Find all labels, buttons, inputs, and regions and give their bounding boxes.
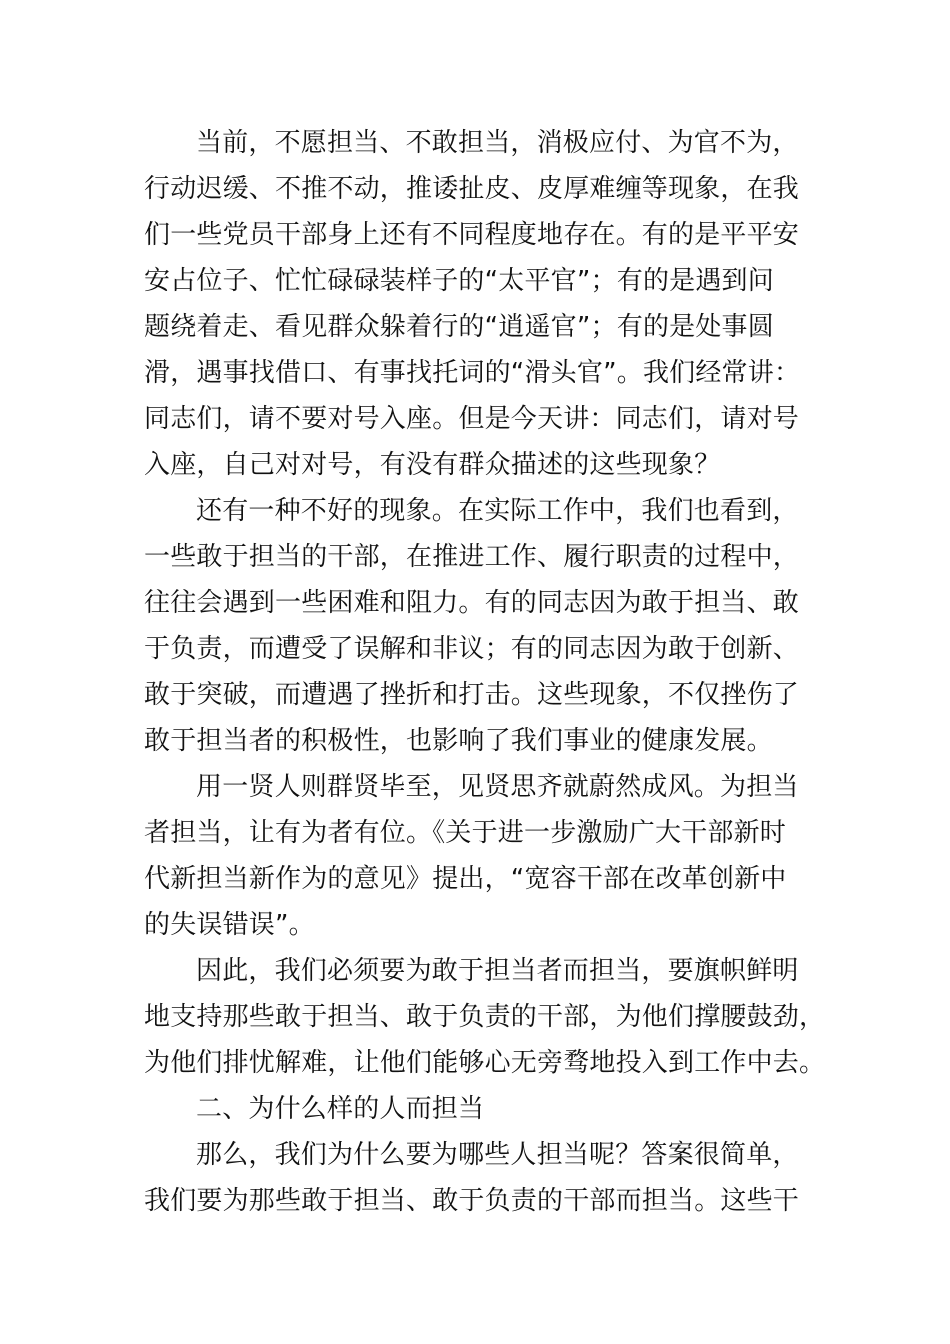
text-line: 往往会遇到一些困难和阻力。有的同志因为敢于担当、敢 [144,588,800,618]
text-line: 于负责，而遭受了误解和非议；有的同志因为敢于创新、 [144,634,800,664]
text-line: 用一贤人则群贤毕至，见贤思齐就蔚然成风。为担当 [196,772,799,802]
text-line: 行动迟缓、不推不动，推诿扯皮、皮厚难缠等现象，在我 [144,174,800,204]
text-line: 滑，遇事找借口、有事找托词的“滑头官”。我们经常讲： [144,358,801,388]
text-line: 敢于担当者的积极性，也影响了我们事业的健康发展。 [144,726,773,756]
text-line: 一些敢于担当的干部，在推进工作、履行职责的过程中， [144,542,800,572]
document-body [144,120,826,1224]
text-line: 我们要为那些敢于担当、敢于负责的干部而担当。这些干 [144,1186,800,1216]
text-line: 代新担当新作为的意见》提出，“宽容干部在改革创新中 [144,864,787,894]
text-line: 还有一种不好的现象。在实际工作中，我们也看到， [196,496,799,526]
text-line: 地支持那些敢于担当、敢于负责的干部，为他们撑腰鼓劲， [144,1002,826,1032]
text-line: 题绕着走、看见群众躲着行的“逍遥官”；有的是处事圆 [144,312,774,342]
text-line: 二、为什么样的人而担当 [196,1094,485,1124]
text-line: 者担当，让有为者有位。《关于进一步激励广大干部新时 [144,818,787,848]
text-line: 为他们排忧解难，让他们能够心无旁骛地投入到工作中去。 [144,1048,826,1078]
text-line: 同志们，请不要对号入座。但是今天讲：同志们，请对号 [144,404,800,434]
text-line: 因此，我们必须要为敢于担当者而担当，要旗帜鲜明 [196,956,799,986]
text-line: 们一些党员干部身上还有不同程度地存在。有的是平平安 [144,220,800,250]
text-line: 的失误错误”。 [144,910,315,940]
text-line: 入座，自己对对号，有没有群众描述的这些现象？ [144,450,721,480]
text-line: 当前，不愿担当、不敢担当，消极应付、为官不为， [196,128,799,158]
text-line: 安占位子、忙忙碌碌装样子的“太平官”；有的是遇到问 [144,266,774,296]
text-line: 那么，我们为什么要为哪些人担当呢？答案很简单， [196,1140,799,1170]
text-line: 敢于突破，而遭遇了挫折和打击。这些现象，不仅挫伤了 [144,680,800,710]
